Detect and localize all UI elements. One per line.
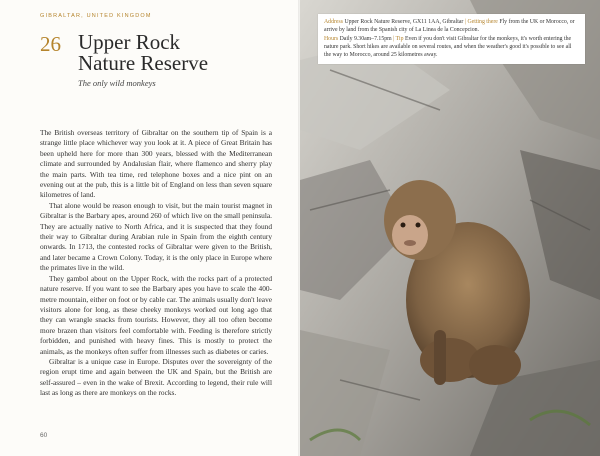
separator: | bbox=[393, 35, 395, 42]
paragraph-3: They gambol about on the Upper Rock, with the rocks part of a protected nature reserve. If you want to see the Barbary apes you have to scale the 400-metre mountain, either on foot or by cable car. The animals usually don't leave visitors alone for long, as these cheeky monkeys worked out long ago that they can wrangle snacks from tourists. However, they all too often become more brazen than visitors feel comfortable with. Feeding is therefore strictly forbidden, and punished with heavy fines. This is mostly to protect the animals, as the monkeys often suffer from illnesses such as diabetes or caries. bbox=[40, 273, 272, 356]
getting-there-label: Getting there bbox=[467, 19, 498, 25]
title-line-1: Upper Rock bbox=[78, 30, 181, 54]
page-number: 60 bbox=[40, 432, 48, 439]
hours-label: Hours bbox=[324, 35, 339, 42]
entry-number: 26 bbox=[40, 32, 61, 56]
page-title bbox=[78, 32, 208, 74]
running-head: GIBRALTAR, UNITED KINGDOM bbox=[40, 13, 152, 19]
subtitle: The only wild monkeys bbox=[78, 78, 156, 88]
body-text bbox=[40, 128, 272, 399]
info-box bbox=[318, 14, 585, 64]
paragraph-4: Gibraltar is a unique case in Europe. Disputes over the sovereignty of the region erupt time and again between the UK and Spain, but the British are self-assured – even in the wake of Brexit. According to legend, their rule will last as long as there are monkeys on the rocks. bbox=[40, 356, 272, 398]
separator: | bbox=[464, 19, 466, 25]
right-page bbox=[300, 0, 600, 456]
address-label: Address bbox=[324, 19, 343, 25]
tip-label: Tip bbox=[395, 35, 404, 42]
hours-value: Daily 9.30am–7.15pm bbox=[339, 35, 392, 42]
paragraph-2: That alone would be reason enough to visit, but the main tourist magnet in Gibraltar is the Barbary apes, around 260 of which live on the small peninsula. They are actually native to North Africa, and it is suspected that they found their way to Gibraltar during Arabian rule in Spain from the eighth century onwards. In 1713, the contested rocks of Gibraltar were given to the British, and later became a Crown Colony. Today, it is the only place in Europe where the primates live in the wild. bbox=[40, 200, 272, 273]
address-value: Upper Rock Nature Reserve, GX11 1AA, Gibraltar bbox=[344, 19, 464, 25]
getting-there-value: Fly from the UK or Morocco, or arrive by land from the Spanish city of La Linea de la Concepcion. bbox=[324, 19, 575, 34]
tip-value: Even if you don't visit Gibraltar for the monkeys, it's worth entering the nature park. Short hikes are available on several routes, and when the weather's good it's possible to see all the way to Morocco, around 25 kilometres away. bbox=[324, 35, 572, 59]
paragraph-1: The British overseas territory of Gibraltar on the southern tip of Spain is a strange little place whichever way you look at it. A piece of Great Britain has been upheld here for more than 300 years, blessed with the Mediterranean climate and surrounded by Andalusian flair, where flamenco and sherry play the main parts. With tea time, red telephone boxes and a nice pint on an evening out at the pub, this is a little bit of England on less than seven square kilometres of land. bbox=[40, 128, 272, 200]
monkey-photo bbox=[300, 0, 600, 456]
title-line-2: Nature Reserve bbox=[78, 51, 209, 75]
